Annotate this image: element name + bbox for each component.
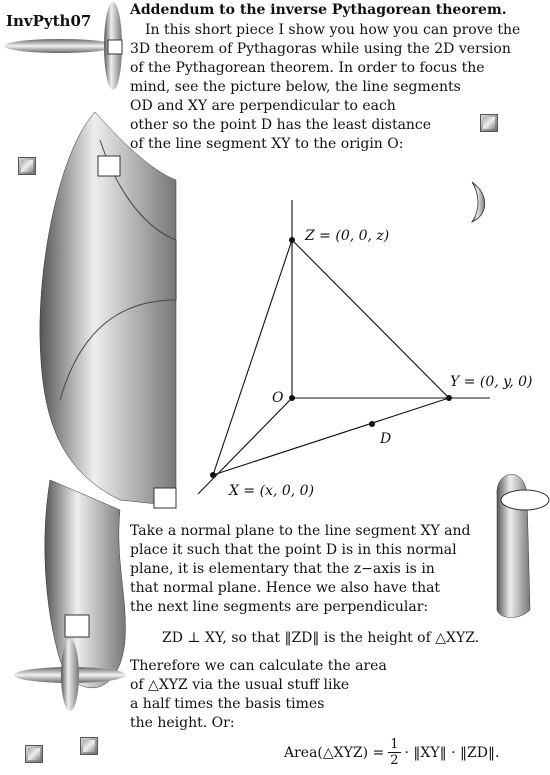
intro-line: mind, see the picture below, the line segments [130,79,461,95]
segment-xy [213,398,449,475]
point-d [369,421,375,427]
label-z: Z = (0, 0, z) [305,228,390,244]
segment-zy [292,240,449,398]
fraction-numerator: 1 [390,737,399,752]
label-o: O [272,390,284,406]
intro-line: other so the point D has the least distance [130,117,432,133]
fraction-denominator: 2 [390,753,399,768]
intro-line: of the Pythagorean theorem. In order to focus the [130,60,485,76]
middle-line: plane, it is elementary that the z−axis is in [130,561,435,577]
point-z [289,237,295,243]
perpendicular-equation: ZD ⊥ XY, so that ‖ZD‖ is the height of △XYZ. [162,630,480,646]
final-paragraph [130,657,387,733]
intro-line: OD and XY are perpendicular to each [130,98,396,114]
segment-zx [213,240,292,475]
middle-paragraph [130,522,471,617]
middle-line: that normal plane. Hence we also have that [130,580,441,596]
point-o [289,395,295,401]
final-line: Therefore we can calculate the area [130,658,387,674]
label-y: Y = (0, y, 0) [450,374,533,390]
page-title: Addendum to the inverse Pythagorean theorem. [130,2,507,18]
label-x: X = (x, 0, 0) [229,483,315,499]
middle-line: the next line segments are perpendicular: [130,599,429,615]
area-rhs: · ‖XY‖ · ‖ZD‖. [404,744,500,761]
point-x [210,472,216,478]
point-y [446,395,452,401]
final-line: the height. Or: [130,715,235,731]
intro-line: 3D theorem of Pythagoras while using the 2D version [130,41,511,57]
intro-line: of the line segment XY to the origin O: [130,136,404,152]
final-line: a half times the basis times [130,696,325,712]
final-line: of △XYZ via the usual stuff like [130,677,350,693]
label-d: D [380,431,392,447]
area-lhs: Area(△XYZ) = [284,744,385,761]
middle-line: Take a normal plane to the line segment XY and [130,523,471,539]
document-tag: InvPyth07 [6,12,92,30]
fraction [388,737,400,768]
middle-line: place it such that the point D is in this normal [130,542,457,558]
area-equation [284,737,499,768]
x-axis [198,398,292,494]
intro-line: In this short piece I show you how you can prove the [145,22,521,38]
